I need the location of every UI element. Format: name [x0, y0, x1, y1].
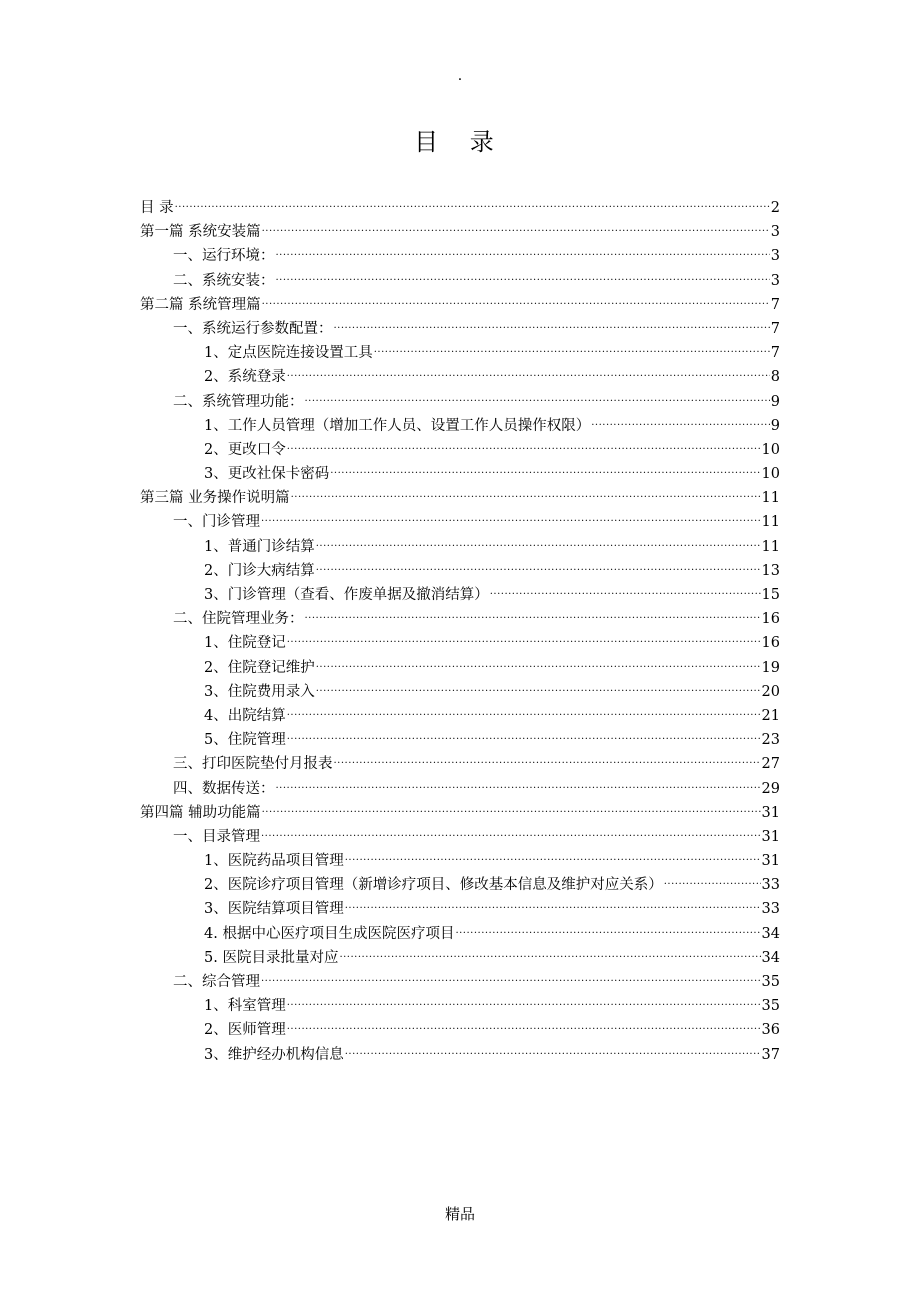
toc-dot-leader	[287, 705, 761, 720]
toc-dot-leader	[287, 996, 761, 1011]
toc-entry-page-number: 15	[761, 587, 780, 603]
toc-entry-page-number: 37	[761, 1046, 780, 1063]
toc-entry[interactable]	[140, 801, 780, 825]
toc-entry-label: 一、目录管理	[173, 828, 260, 845]
toc-entry-label: 2、门诊大病结算	[204, 562, 315, 579]
toc-entry-page-number: 3	[770, 248, 780, 265]
toc-entry[interactable]	[140, 269, 780, 293]
toc-entry[interactable]	[140, 728, 780, 752]
toc-entry-label: 1、住院登记	[204, 635, 286, 652]
toc-entry-page-number: 3	[770, 224, 780, 241]
toc-dot-leader	[330, 464, 760, 479]
toc-entry[interactable]	[140, 607, 780, 631]
toc-entry-label: 二、系统安装：	[173, 272, 275, 289]
toc-entry[interactable]	[140, 1043, 780, 1067]
toc-entry-page-number: 34	[761, 925, 780, 942]
toc-dot-leader	[261, 826, 761, 841]
toc-dot-leader	[339, 947, 760, 962]
toc-entry[interactable]	[140, 462, 780, 486]
toc-entry-label: 第三篇 业务操作说明篇	[140, 490, 290, 507]
toc-entry[interactable]	[140, 535, 780, 559]
toc-dot-leader	[276, 246, 770, 261]
toc-entry[interactable]	[140, 631, 780, 655]
toc-entry-label: 2、住院登记维护	[204, 659, 315, 676]
toc-entry[interactable]	[140, 704, 780, 728]
toc-entry[interactable]	[140, 220, 780, 244]
toc-entry-page-number: 7	[770, 345, 780, 362]
toc-entry-page-number: 3	[770, 272, 780, 289]
toc-entry[interactable]	[140, 752, 780, 776]
toc-dot-leader	[287, 367, 770, 382]
toc-entry-label: 2、医院诊疗项目管理（新增诊疗项目、修改基本信息及维护对应关系）	[204, 877, 663, 894]
toc-entry[interactable]	[140, 946, 780, 970]
toc-dot-leader	[262, 802, 761, 817]
toc-dot-leader	[287, 1020, 761, 1035]
toc-entry-page-number: 31	[761, 853, 780, 870]
toc-dot-leader	[305, 609, 761, 624]
toc-dot-leader	[287, 633, 761, 648]
toc-entry-page-number: 11	[761, 490, 780, 507]
toc-entry-label: 3、维护经办机构信息	[204, 1046, 344, 1063]
toc-entry[interactable]	[140, 656, 780, 680]
toc-entry-page-number: 31	[761, 828, 780, 845]
toc-entry-page-number: 35	[761, 974, 780, 990]
toc-entry-label: 一、运行环境：	[173, 248, 275, 265]
toc-dot-leader	[261, 972, 761, 987]
toc-dot-leader	[316, 681, 761, 696]
toc-entry-page-number: 31	[761, 804, 780, 821]
toc-entry-page-number: 16	[761, 611, 780, 628]
toc-entry[interactable]	[140, 414, 780, 438]
toc-entry-label: 四、数据传送：	[173, 780, 275, 797]
toc-entry[interactable]	[140, 293, 780, 317]
toc-entry-label: 二、综合管理	[173, 974, 260, 990]
table-of-contents	[140, 196, 780, 1067]
toc-entry-label: 目 录	[140, 200, 174, 216]
toc-dot-leader	[262, 294, 770, 309]
toc-dot-leader	[664, 875, 761, 890]
toc-dot-leader	[374, 343, 770, 358]
toc-entry-label: 1、科室管理	[204, 998, 286, 1015]
toc-dot-leader	[591, 415, 770, 430]
toc-entry-label: 一、门诊管理	[173, 514, 260, 531]
toc-entry-page-number: 9	[770, 393, 780, 410]
toc-entry-page-number: 11	[761, 538, 780, 555]
toc-entry-page-number: 10	[761, 466, 780, 483]
toc-dot-leader	[455, 923, 760, 938]
toc-entry-label: 4、出院结算	[204, 707, 286, 724]
document-title: 目 录	[414, 128, 506, 156]
toc-dot-leader	[276, 778, 761, 793]
toc-dot-leader	[287, 730, 761, 745]
toc-dot-leader	[261, 512, 761, 527]
toc-entry-page-number: 19	[761, 659, 780, 676]
toc-entry-label: 二、系统管理功能：	[173, 393, 304, 410]
toc-dot-leader	[345, 899, 761, 914]
toc-entry[interactable]	[140, 341, 780, 365]
toc-entry[interactable]	[140, 365, 780, 389]
toc-entry-page-number: 33	[761, 901, 780, 918]
toc-entry[interactable]	[140, 777, 780, 801]
toc-entry-page-number: 7	[770, 320, 780, 337]
toc-entry[interactable]	[140, 244, 780, 268]
toc-dot-leader	[305, 391, 770, 406]
toc-entry-page-number: 16	[761, 635, 780, 652]
toc-entry-page-number: 33	[761, 877, 780, 894]
toc-entry-label: 5. 医院目录批量对应	[204, 949, 339, 966]
toc-entry-label: 3、门诊管理（查看、作废单据及撤消结算）	[204, 587, 489, 603]
toc-entry-label: 2、医师管理	[204, 1022, 286, 1039]
toc-entry[interactable]	[140, 317, 780, 341]
toc-entry[interactable]	[140, 390, 780, 414]
toc-entry-label: 第四篇 辅助功能篇	[140, 804, 261, 821]
toc-entry-label: 5、住院管理	[204, 732, 286, 749]
toc-entry[interactable]	[140, 970, 780, 994]
toc-entry[interactable]	[140, 1018, 780, 1042]
toc-entry-page-number: 7	[770, 296, 780, 313]
toc-entry-page-number: 10	[761, 441, 780, 458]
toc-entry-page-number: 2	[770, 200, 780, 216]
toc-entry[interactable]	[140, 994, 780, 1018]
toc-entry-page-number: 8	[770, 369, 780, 386]
toc-dot-leader	[334, 754, 761, 769]
toc-entry[interactable]	[140, 873, 780, 897]
toc-entry-label: 第二篇 系统管理篇	[140, 296, 261, 313]
toc-entry[interactable]	[140, 849, 780, 873]
toc-dot-leader	[316, 657, 761, 672]
toc-entry-label: 3、住院费用录入	[204, 683, 315, 700]
toc-dot-leader	[345, 1044, 761, 1059]
toc-entry-page-number: 35	[761, 998, 780, 1015]
toc-dot-leader	[175, 198, 770, 213]
toc-entry-page-number: 34	[761, 949, 780, 966]
toc-dot-leader	[316, 536, 761, 551]
footer-text: 精品	[444, 1205, 475, 1223]
toc-dot-leader	[291, 488, 761, 503]
toc-entry-label: 3、更改社保卡密码	[204, 466, 330, 483]
toc-entry-label: 2、系统登录	[204, 369, 286, 386]
toc-entry[interactable]	[140, 486, 780, 510]
toc-entry-label: 1、普通门诊结算	[204, 538, 315, 555]
toc-dot-leader	[316, 560, 761, 575]
toc-entry-label: 二、住院管理业务：	[173, 611, 304, 628]
toc-entry[interactable]	[140, 583, 780, 607]
toc-entry[interactable]	[140, 438, 780, 462]
toc-entry-label: 4. 根据中心医疗项目生成医院医疗项目	[204, 925, 455, 942]
toc-entry-label: 第一篇 系统安装篇	[140, 224, 261, 241]
toc-dot-leader	[490, 585, 761, 600]
toc-entry-page-number: 27	[761, 756, 780, 773]
toc-entry[interactable]	[140, 559, 780, 583]
toc-entry-label: 3、医院结算项目管理	[204, 901, 344, 918]
toc-entry-page-number: 20	[761, 683, 780, 700]
toc-dot-leader	[334, 318, 770, 333]
toc-entry-page-number: 29	[761, 780, 780, 797]
toc-entry[interactable]	[140, 922, 780, 946]
toc-entry-label: 1、定点医院连接设置工具	[204, 345, 373, 362]
toc-entry-page-number: 11	[761, 514, 780, 531]
toc-entry[interactable]	[140, 510, 780, 534]
header-mark: .	[457, 68, 463, 84]
toc-dot-leader	[287, 439, 761, 454]
toc-dot-leader	[276, 270, 770, 285]
toc-entry-label: 一、系统运行参数配置：	[173, 320, 333, 337]
toc-entry[interactable]	[140, 897, 780, 921]
toc-entry-label: 三、打印医院垫付月报表	[173, 756, 333, 773]
toc-entry[interactable]	[140, 825, 780, 849]
toc-entry-page-number: 9	[770, 417, 780, 434]
toc-dot-leader	[345, 851, 761, 866]
toc-entry-page-number: 21	[761, 707, 780, 724]
toc-dot-leader	[262, 222, 770, 237]
toc-entry-label: 1、医院药品项目管理	[204, 853, 344, 870]
toc-entry-page-number: 23	[761, 732, 780, 749]
toc-entry-label: 1、工作人员管理（增加工作人员、设置工作人员操作权限）	[204, 417, 591, 434]
toc-entry-page-number: 36	[761, 1022, 780, 1039]
toc-entry[interactable]	[140, 196, 780, 220]
toc-entry-page-number: 13	[761, 562, 780, 579]
toc-entry[interactable]	[140, 680, 780, 704]
toc-entry-label: 2、更改口令	[204, 441, 286, 458]
